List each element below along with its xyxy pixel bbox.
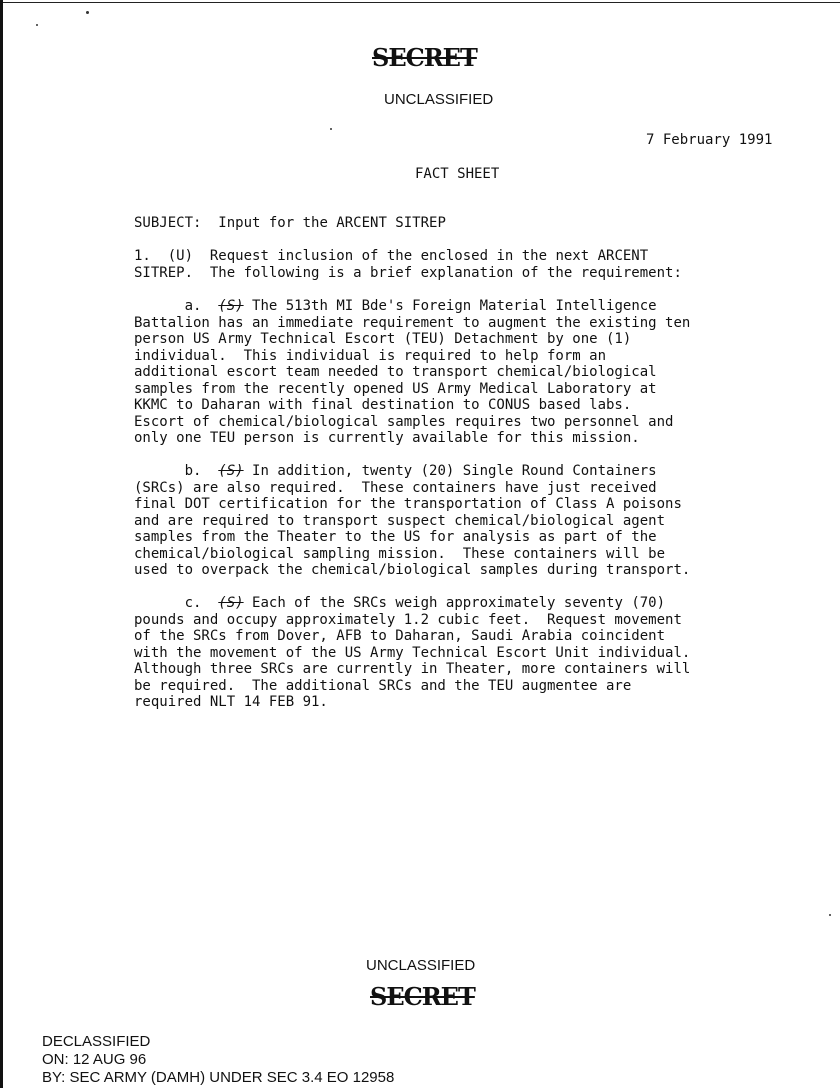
paragraph-line: of the SRCs from Dover, AFB to Daharan, Saudi Arabia coincident	[134, 628, 666, 644]
paragraph-line: Request inclusion of the enclosed in the next ARCENT	[209, 248, 649, 264]
paragraph-letter: c.	[184, 595, 202, 611]
paragraph-line: (SRCs) are also required. These containers have just received	[134, 479, 657, 496]
scan-speck	[86, 11, 89, 14]
subject-line	[134, 215, 446, 232]
paragraph-line: Each of the SRCs weigh approximately seventy (70)	[252, 595, 666, 611]
paragraph-line: and are required to transport suspect chemical/biological agent	[134, 512, 666, 529]
scan-top-edge	[0, 2, 840, 3]
paragraph-line: individual. This individual is required to help form an	[134, 347, 607, 364]
paragraph-marking: (S)	[218, 463, 244, 479]
paragraph-letter: b.	[184, 463, 202, 479]
paragraph-line: required NLT 14 FEB 91.	[134, 694, 328, 710]
paragraph-line: chemical/biological sampling mission. These containers will be	[134, 545, 666, 562]
paragraph-line: with the movement of the US Army Technical Escort Unit individual.	[134, 644, 691, 661]
paragraph-line: samples from the recently opened US Army Medical Laboratory at	[134, 380, 657, 397]
paragraph-line: Battalion has an immediate requirement to augment the existing ten	[134, 314, 691, 331]
paragraph-line: pounds and occupy approximately 1.2 cubic feet. Request movement	[134, 611, 682, 628]
paragraph-marking: (S)	[218, 595, 244, 611]
paragraph-number: 1.	[134, 248, 151, 264]
scan-speck	[36, 24, 38, 26]
bottom-classification-marking: UNCLASSIFIED	[366, 957, 476, 974]
scan-left-edge	[0, 0, 3, 1088]
paragraph-line: The 513th MI Bde's Foreign Material Intelligence	[252, 298, 657, 314]
paragraph-a	[134, 298, 814, 447]
declassified-line: DECLASSIFIED	[42, 1033, 151, 1050]
bottom-classification-stamp: SECRET	[370, 982, 475, 1011]
scan-speck	[330, 128, 332, 130]
declassification-block	[42, 1033, 394, 1087]
paragraph-line: used to overpack the chemical/biological samples during transport.	[134, 562, 691, 578]
document-date: 7 February 1991	[646, 132, 773, 148]
paragraph-line: additional escort team needed to transport chemical/biological	[134, 364, 657, 380]
paragraph-line: SITREP. The following is a brief explanation of the requirement:	[134, 264, 682, 281]
paragraph-line: In addition, twenty (20) Single Round Containers	[252, 463, 657, 479]
paragraph-marking: (U)	[167, 248, 194, 264]
paragraph-marking: (S)	[218, 298, 244, 314]
top-classification-marking: UNCLASSIFIED	[384, 91, 494, 108]
paragraph-line: be required. The additional SRCs and the TEU augmentee are	[134, 677, 632, 694]
declassified-authority: BY: SEC ARMY (DAMH) UNDER SEC 3.4 EO 12958	[42, 1069, 395, 1086]
paragraph-line: KKMC to Daharan with final destination to CONUS based labs.	[134, 397, 632, 413]
subject-label: SUBJECT:	[134, 215, 202, 231]
paragraph-line: final DOT certification for the transportation of Class A poisons	[134, 496, 682, 512]
top-classification-stamp: SECRET	[372, 43, 477, 72]
paragraph-line: only one TEU person is currently available for this mission.	[134, 430, 640, 446]
paragraph-line: person US Army Technical Escort (TEU) Detachment by one (1)	[134, 331, 632, 347]
paragraph-1	[134, 248, 814, 281]
paragraph-letter: a.	[184, 298, 202, 314]
document-type: FACT SHEET	[415, 166, 500, 182]
paragraph-c	[134, 595, 814, 711]
paragraph-line: samples from the Theater to the US for analysis as part of the	[134, 529, 657, 545]
paragraph-line: Escort of chemical/biological samples requires two personnel and	[134, 413, 674, 430]
paragraph-line: Although three SRCs are currently in Theater, more containers will	[134, 661, 691, 677]
scan-speck	[829, 914, 831, 916]
declassified-date: ON: 12 AUG 96	[42, 1051, 147, 1068]
paragraph-b	[134, 463, 814, 579]
subject-text: Input for the ARCENT SITREP	[218, 215, 446, 231]
